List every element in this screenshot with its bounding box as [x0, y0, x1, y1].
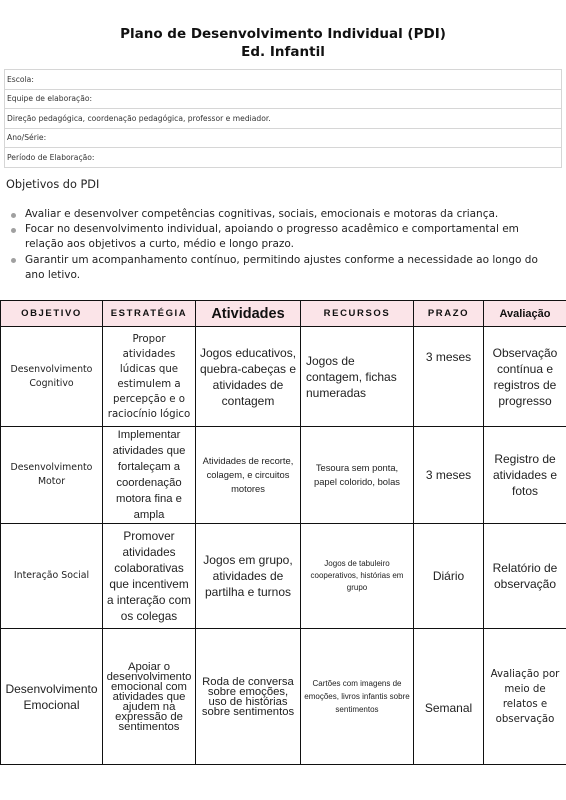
- table-row: [1, 629, 566, 765]
- cell-estrategia: Propor atividades lúdicas que estimulem a percepção e o raciocínio lógico: [103, 327, 196, 427]
- cell-objetivo: Interação Social: [1, 524, 103, 629]
- cell-recursos: Jogos de tabuleiro cooperativos, histórias em grupo: [301, 524, 414, 629]
- cell-avaliacao: Relatório de observação: [484, 524, 566, 629]
- pdi-plan-table: [0, 300, 566, 765]
- cell-recursos: Jogos de contagem, fichas numeradas: [301, 327, 414, 427]
- cell-avaliacao: Registro de atividades e fotos: [484, 427, 566, 524]
- objective-item: Garantir um acompanhamento contínuo, permitindo ajustes conforme a necessidade ao longo do ano letivo.: [10, 253, 550, 283]
- cell-prazo: Semanal: [414, 629, 484, 765]
- cell-recursos: Cartões com imagens de emoções, livros infantis sobre sentimentos: [301, 629, 414, 765]
- document-subtitle: Ed. Infantil: [241, 44, 325, 60]
- table-row: [1, 427, 566, 524]
- field-ano-serie[interactable]: Ano/Série:: [5, 128, 562, 148]
- table-row: [1, 524, 566, 629]
- objective-item: Avaliar e desenvolver competências cognitivas, sociais, emocionais e motoras da criança.: [10, 207, 550, 222]
- cell-estrategia: Implementar atividades que fortaleçam a coordenação motora fina e ampla: [103, 427, 196, 524]
- cell-estrategia: Promover atividades colaborativas que incentivem a interação com os colegas: [103, 524, 196, 629]
- header-estrategia: ESTRATÉGIA: [103, 301, 196, 327]
- cell-prazo: 3 meses: [414, 427, 484, 524]
- cell-avaliacao: Avaliação por meio de relatos e observação: [484, 629, 566, 765]
- cell-atividades: Roda de conversa sobre emoções, uso de histórias sobre sentimentos: [196, 629, 301, 765]
- cell-objetivo: Desenvolvimento Emocional: [1, 629, 103, 765]
- cell-atividades: Atividades de recorte, colagem, e circuitos motores: [196, 427, 301, 524]
- field-escola[interactable]: Escola:: [5, 70, 562, 90]
- cell-objetivo: Desenvolvimento Cognitivo: [1, 327, 103, 427]
- header-prazo: PRAZO: [414, 301, 484, 327]
- objectives-heading: Objetivos do PDI: [6, 178, 100, 191]
- table-row: [1, 327, 566, 427]
- field-equipe-value[interactable]: Direção pedagógica, coordenação pedagógica, professor e mediador.: [5, 109, 562, 129]
- table-header-row: [1, 301, 566, 327]
- field-periodo[interactable]: Período de Elaboração:: [5, 148, 562, 168]
- cell-estrategia: Apoiar o desenvolvimento emocional com atividades que ajudem na expressão de sentimentos: [103, 629, 196, 765]
- field-equipe[interactable]: Equipe de elaboração:: [5, 89, 562, 109]
- cell-recursos: Tesoura sem ponta, papel colorido, bolas: [301, 427, 414, 524]
- objectives-list: [10, 207, 550, 283]
- header-avaliacao: Avaliação: [484, 301, 566, 327]
- info-fields-table: [4, 69, 562, 168]
- header-objetivo: OBJETIVO: [1, 301, 103, 327]
- cell-atividades: Jogos em grupo, atividades de partilha e turnos: [196, 524, 301, 629]
- cell-prazo: 3 meses: [414, 327, 484, 427]
- cell-objetivo: Desenvolvimento Motor: [1, 427, 103, 524]
- header-atividades: Atividades: [196, 301, 301, 327]
- cell-atividades: Jogos educativos, quebra-cabeças e atividades de contagem: [196, 327, 301, 427]
- objective-item: Focar no desenvolvimento individual, apoiando o progresso acadêmico e comportamental em relação aos objetivos a curto, médio e longo prazo.: [10, 222, 550, 252]
- cell-avaliacao: Observação contínua e registros de progresso: [484, 327, 566, 427]
- cell-prazo: Diário: [414, 524, 484, 629]
- header-recursos: RECURSOS: [301, 301, 414, 327]
- document-title: Plano de Desenvolvimento Individual (PDI): [120, 26, 446, 42]
